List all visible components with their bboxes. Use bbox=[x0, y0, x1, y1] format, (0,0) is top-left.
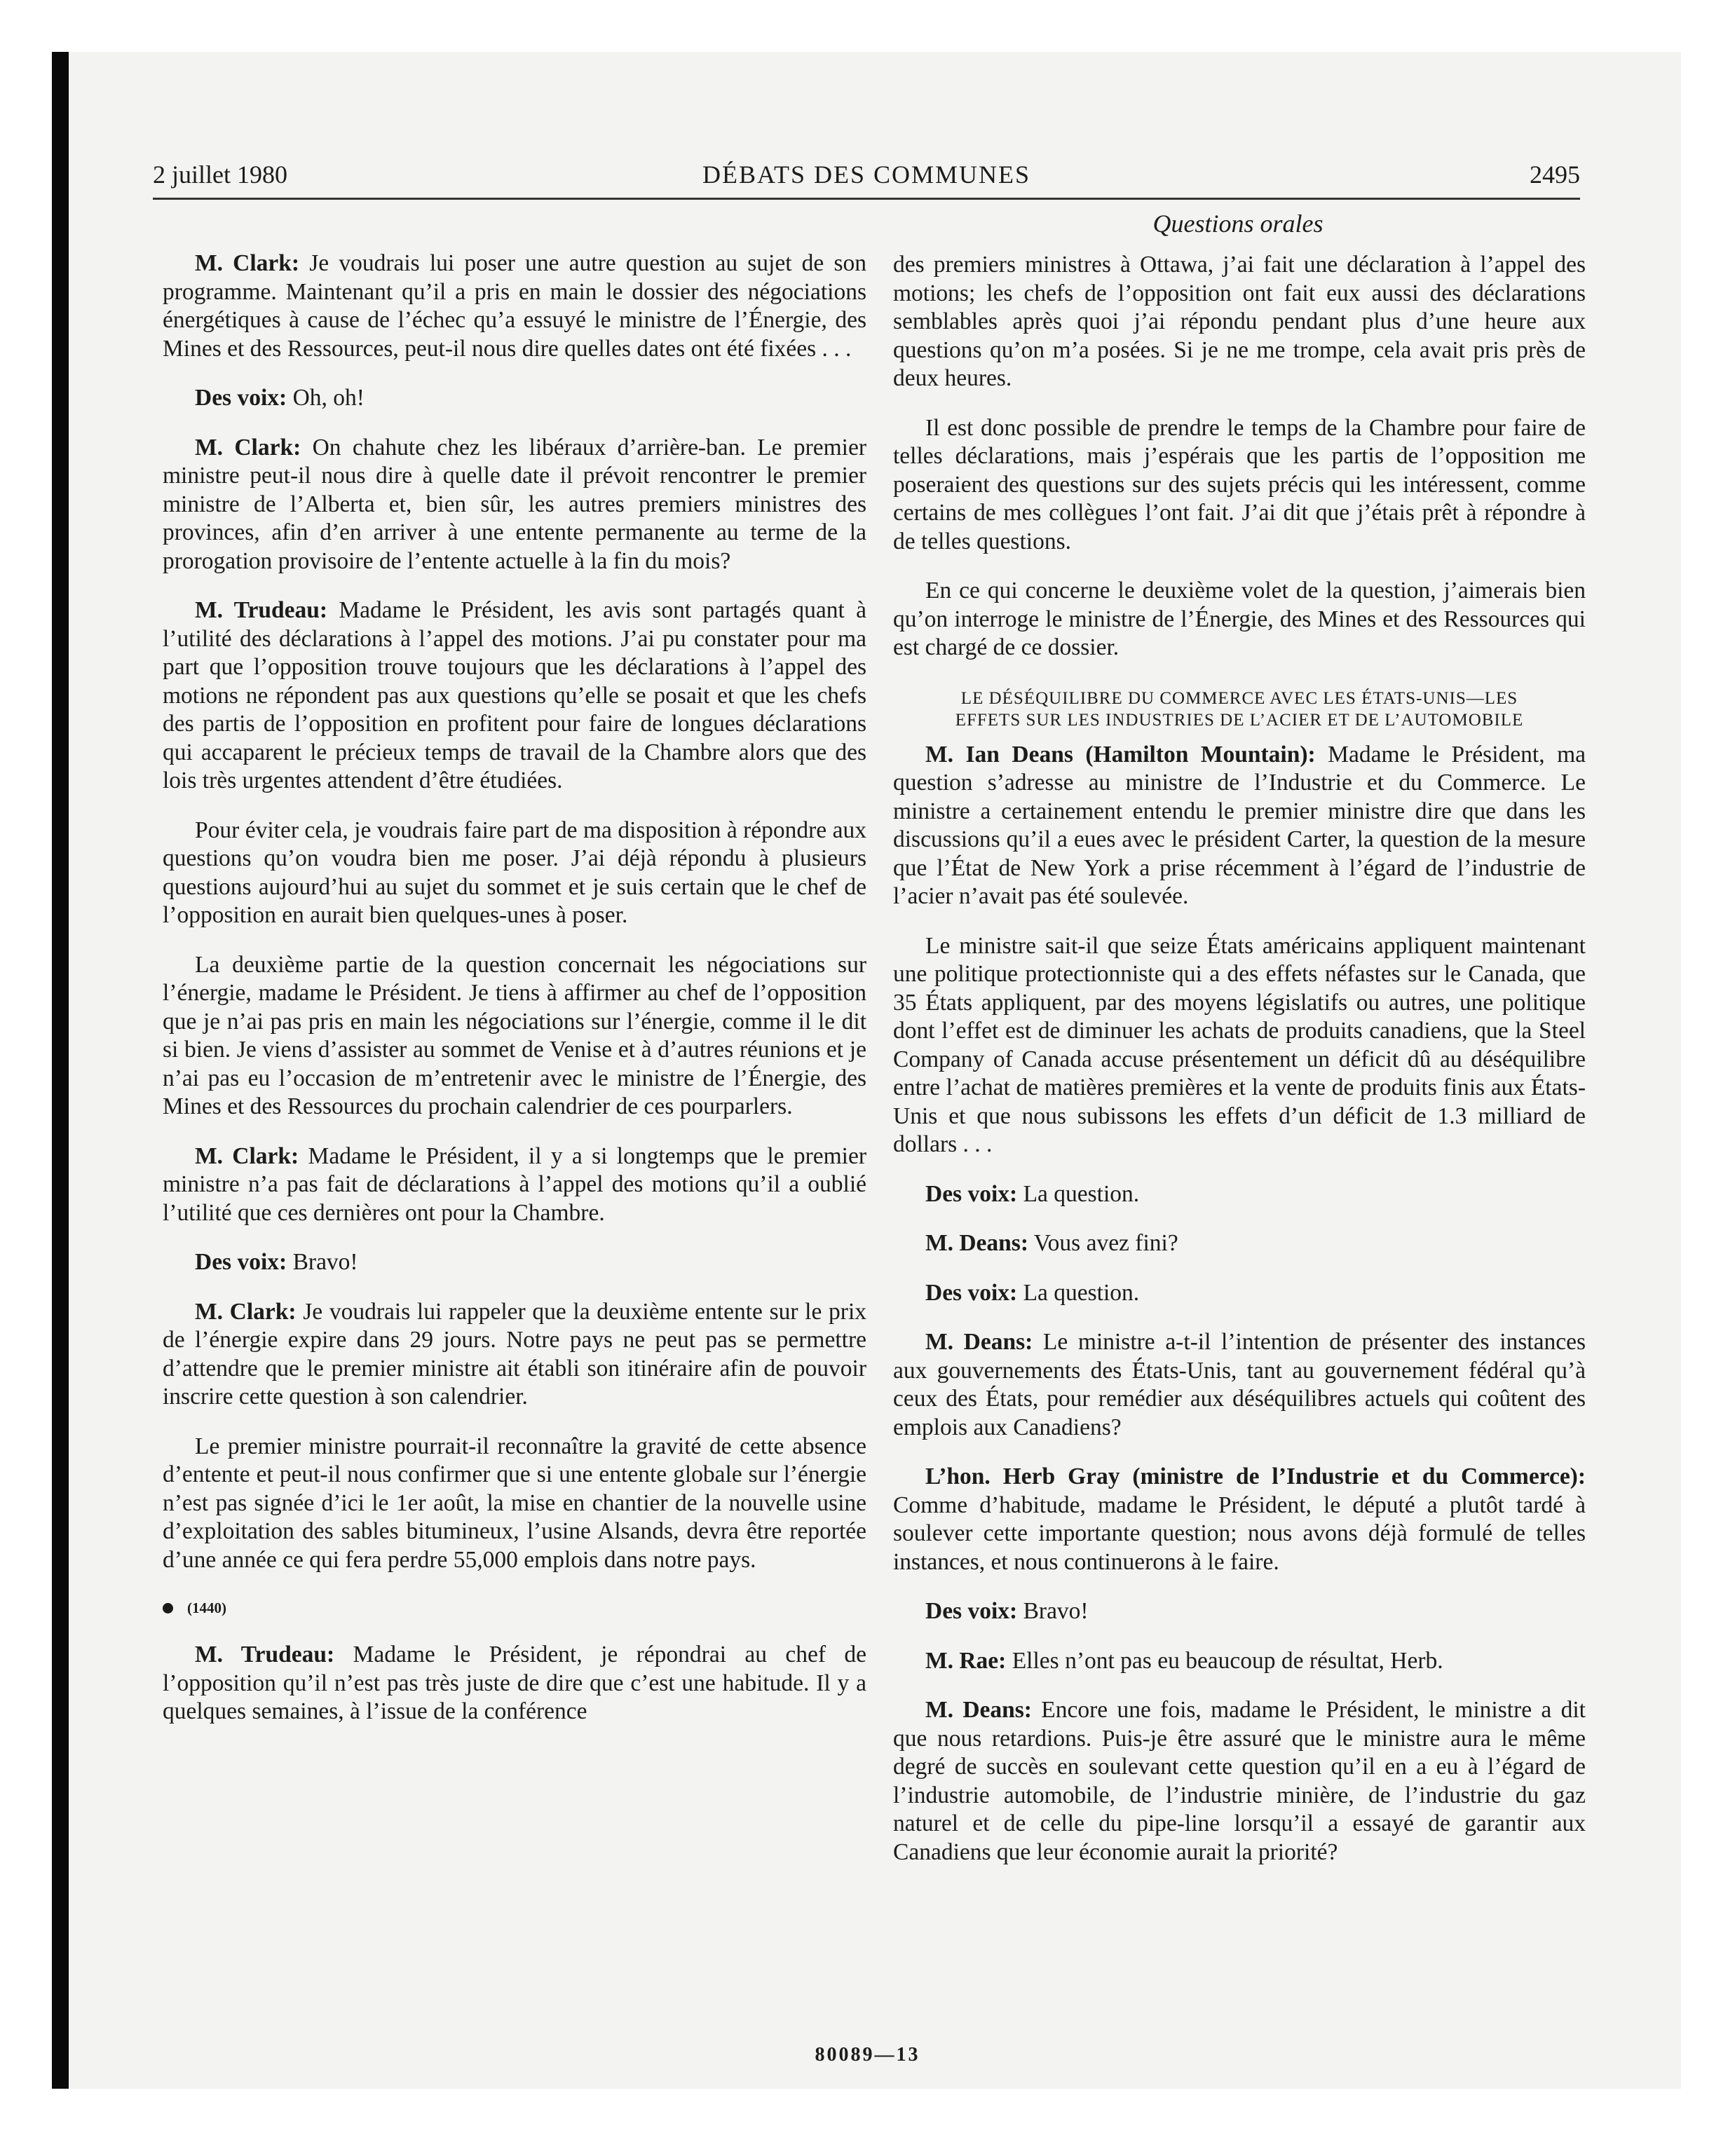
speaker-name: M. Trudeau: bbox=[195, 1642, 335, 1667]
speaker-name: Des voix: bbox=[925, 1598, 1018, 1624]
paragraph-text: Madame le Président, les avis sont partagés quant à l’utilité des déclarations à l’appel des motions. J’ai pu constater pour ma part que l’opposition trouve toujours que les déclarations à l’appel des motions ne répondent pas aux questions qu’elle se posait et que les chefs des partis de l’opposition en profitent pour faire de longues déclarations qui accaparent le précieux temps de travail de la Chambre alors que des lois très urgentes attendent d’être étudiées. bbox=[163, 597, 866, 793]
paragraph bbox=[893, 1597, 1586, 1626]
paragraph bbox=[893, 741, 1586, 911]
paragraph-text: Bravo! bbox=[287, 1249, 358, 1275]
paragraph bbox=[893, 1328, 1586, 1442]
paragraph-text: La question. bbox=[1017, 1279, 1140, 1306]
speaker-name: M. Deans: bbox=[925, 1697, 1032, 1723]
speaker-name: M. Deans: bbox=[925, 1230, 1029, 1256]
paragraph bbox=[163, 384, 866, 413]
rubric-line: LE DÉSÉQUILIBRE DU COMMERCE AVEC LES ÉTATS-UNIS—LES bbox=[960, 688, 1518, 708]
paragraph bbox=[163, 434, 866, 576]
paragraph bbox=[163, 1298, 866, 1412]
speaker-name: M. Deans: bbox=[925, 1329, 1033, 1355]
paragraph bbox=[163, 951, 866, 1121]
speaker-name: L’hon. Herb Gray (ministre de l’Industrie et du Commerce): bbox=[925, 1464, 1586, 1489]
paragraph-text: La question. bbox=[1017, 1180, 1140, 1207]
paragraph bbox=[893, 1696, 1586, 1867]
paragraph bbox=[163, 1641, 866, 1726]
paragraph-text: Oh, oh! bbox=[287, 385, 365, 411]
speaker-name: M. Clark: bbox=[195, 1298, 297, 1325]
paragraph bbox=[163, 250, 866, 363]
paragraph-text: La deuxième partie de la question concernait les négociations sur l’énergie, madame le Président. Je tiens à affirmer au chef de l’opposition que je n’ai pas pris en main les négociations sur l’énergie, comme il le dit si bien. Je viens d’assister au sommet de Venise et à d’autres réunions et je n’ai pas eu l’occasion de m’entretenir avec le ministre de l’Énergie, des Mines et des Ressources du prochain calendrier de ces pourparlers. bbox=[163, 951, 866, 1119]
paragraph-text: Madame le Président, je répondrai au chef de l’opposition qu’il n’est pas très juste de dire que c’est une habitude. Il y a quelques semaines, à l’issue de la conférence bbox=[163, 1642, 867, 1724]
bullet-icon bbox=[163, 1603, 173, 1613]
left-column bbox=[163, 250, 866, 1747]
paragraph-text: Madame le Président, ma question s’adresse au ministre de l’Industrie et du Commerce. Le ministre a certainement entendu le premier ministre dire que dans les discussions qu’il a eues avec le président Carter, la question de la mesure que l’État de New York a prise récemment à l’égard de l’industrie de l’acier n’avait pas été soulevée. bbox=[893, 741, 1586, 909]
paragraph-text: Comme d’habitude, madame le Président, le député a plutôt tardé à soulever cette importante question; nous avons déjà formulé de telles instances, et nous continuerons à le faire. bbox=[893, 1492, 1586, 1575]
speaker-name: Des voix: bbox=[925, 1279, 1018, 1306]
paragraph bbox=[893, 1647, 1586, 1676]
paragraph-text: En ce qui concerne le deuxième volet de la question, j’aimerais bien qu’on interroge le ministre de l’Énergie, des Mines et des Ressources qui est chargé de ce dossier. bbox=[893, 578, 1586, 660]
time-marker bbox=[163, 1599, 866, 1617]
rubric-heading bbox=[893, 688, 1586, 731]
paragraph bbox=[163, 596, 866, 796]
paragraph-text: Le premier ministre pourrait-il reconnaître la gravité de cette absence d’entente et peut-il nous confirmer que si une entente globale sur l’énergie n’est pas signée d’ici le 1er août, la mise en chantier de la nouvelle usine d’exploitation des sables bitumineux, l’usine Alsands, devra être reportée d’une année ce qui fera perdre 55,000 emplois dans notre pays. bbox=[163, 1433, 866, 1573]
paragraph-text: des premiers ministres à Ottawa, j’ai fait une déclaration à l’appel des motions; les chefs de l’opposition ont fait eux aussi des déclarations semblables après quoi j’ai répondu pendant plus d’une heure aux questions qu’on m’a posées. Si je ne me trompe, cela avait pris près de deux heures. bbox=[893, 252, 1586, 391]
paragraph-text: Je voudrais lui rappeler que la deuxième entente sur le prix de l’énergie expire dans 29 jours. Notre pays ne peut pas se permettre d’attendre que le premier ministre ait établi son itinéraire afin de pouvoir inscrire cette question à son calendrier. bbox=[163, 1298, 867, 1410]
paragraph bbox=[893, 1180, 1586, 1209]
paragraph-text: Bravo! bbox=[1017, 1598, 1089, 1624]
paragraph bbox=[893, 1279, 1586, 1308]
section-title: Questions orales bbox=[1152, 210, 1324, 238]
speaker-name: M. Clark: bbox=[195, 1142, 299, 1169]
paragraph-text: Madame le Président, il y a si longtemps que le premier ministre n’a pas fait de déclarations à l’appel des motions qu’il a oublié l’utilité que ces dernières ont pour la Chambre. bbox=[163, 1142, 866, 1226]
paragraph-text: Elles n’ont pas eu beaucoup de résultat, Herb. bbox=[1006, 1647, 1443, 1674]
paragraph bbox=[893, 932, 1586, 1159]
paragraph bbox=[893, 251, 1586, 393]
speaker-name: M. Rae: bbox=[925, 1647, 1007, 1674]
paragraph bbox=[893, 414, 1586, 557]
paragraph-text: Le ministre a-t-il l’intention de présenter des instances aux gouvernements des États-Unis, tant au gouvernement fédéral qu’à ceux des États, pour remédier aux déséquilibres actuels qui coûtent des emplois aux Canadiens? bbox=[893, 1329, 1586, 1440]
paragraph bbox=[163, 1433, 866, 1575]
header-date: 2 juillet 1980 bbox=[153, 161, 287, 189]
paragraph-text: Je voudrais lui poser une autre question au sujet de son programme. Maintenant qu’il a pris en main le dossier des négociations énergétiques à cause de l’échec qu’a essuyé le ministre de l’Énergie, des Mines et des Ressources, peut-il nous dire quelles dates ont été fixées . . . bbox=[163, 250, 866, 362]
paragraph bbox=[163, 1142, 866, 1228]
paragraph-text: Pour éviter cela, je voudrais faire part de ma disposition à répondre aux questions qu’on voudra bien me poser. J’ai déjà répondu à plusieurs questions aujourd’hui au sujet du sommet et je suis certain que le chef de l’opposition en aurait bien quelques-unes à poser. bbox=[163, 817, 866, 928]
paragraph-text: Encore une fois, madame le Président, le ministre a dit que nous retardions. Puis-je être assuré que le ministre aura le même degré de succès en soulevant cette question qu’il en a eu à l’égard de l’industrie automobile, de l’industrie minière, de l’industrie du gaz naturel et de celle du pipe-line lorsqu’il a essayé de garantir aux Canadiens que leur économie aurait la priorité? bbox=[893, 1697, 1586, 1865]
time-marker-text: (1440) bbox=[187, 1599, 226, 1616]
speaker-name: Des voix: bbox=[925, 1180, 1018, 1207]
right-column bbox=[893, 251, 1586, 1888]
speaker-name: Des voix: bbox=[195, 1249, 287, 1275]
speaker-name: M. Ian Deans (Hamilton Mountain): bbox=[925, 741, 1316, 767]
paragraph-text: Vous avez fini? bbox=[1028, 1230, 1178, 1256]
paragraph-text: On chahute chez les libéraux d’arrière-ban. Le premier ministre peut-il nous dire à quelle date il prévoit rencontrer le premier ministre de l’Alberta et, bien sûr, les autres premiers ministres des provinces, afin d’en arriver à une entente permanente au terme de la prorogation provisoire de l’entente actuelle à la fin du mois? bbox=[163, 434, 866, 574]
paragraph bbox=[163, 1248, 866, 1277]
header-page-number: 2495 bbox=[1530, 161, 1580, 189]
speaker-name: M. Clark: bbox=[195, 250, 300, 276]
paragraph-text: Il est donc possible de prendre le temps de la Chambre pour faire de telles déclarations, mais j’espérais que les partis de l’opposition me poseraient des questions sur des sujets précis qui les intéressent, comme certains de mes collègues l’ont fait. J’ai dit que j’étais prêt à répondre à de telles questions. bbox=[893, 414, 1586, 554]
header-title: DÉBATS DES COMMUNES bbox=[702, 161, 1031, 189]
speaker-name: M. Clark: bbox=[195, 434, 301, 460]
rubric-line: EFFETS SUR LES INDUSTRIES DE L’ACIER ET DE L’AUTOMOBILE bbox=[955, 710, 1524, 730]
paragraph-text: Le ministre sait-il que seize États américains appliquent maintenant une politique protectionniste qui a des effets néfastes sur le Canada, que 35 États appliquent, par des moyens législatifs ou autres, une politique dont l’effet est de diminuer les achats de produits canadiens, que la Steel Company of Canada accuse présentement un déficit dû au déséquilibre entre l’achat de matières premières et la vente de produits finis aux États-Unis et que nous subissons les effets d’un déficit de 1.3 milliard de dollars . . . bbox=[893, 932, 1586, 1157]
speaker-name: M. Trudeau: bbox=[195, 597, 328, 623]
scan-edge bbox=[52, 52, 69, 2089]
footer-code: 80089—13 bbox=[815, 2044, 920, 2066]
paragraph bbox=[893, 1463, 1586, 1576]
paragraph bbox=[893, 1229, 1586, 1258]
page-header bbox=[153, 158, 1580, 200]
paragraph bbox=[893, 577, 1586, 662]
paragraph bbox=[163, 817, 866, 930]
speaker-name: Des voix: bbox=[195, 385, 287, 411]
